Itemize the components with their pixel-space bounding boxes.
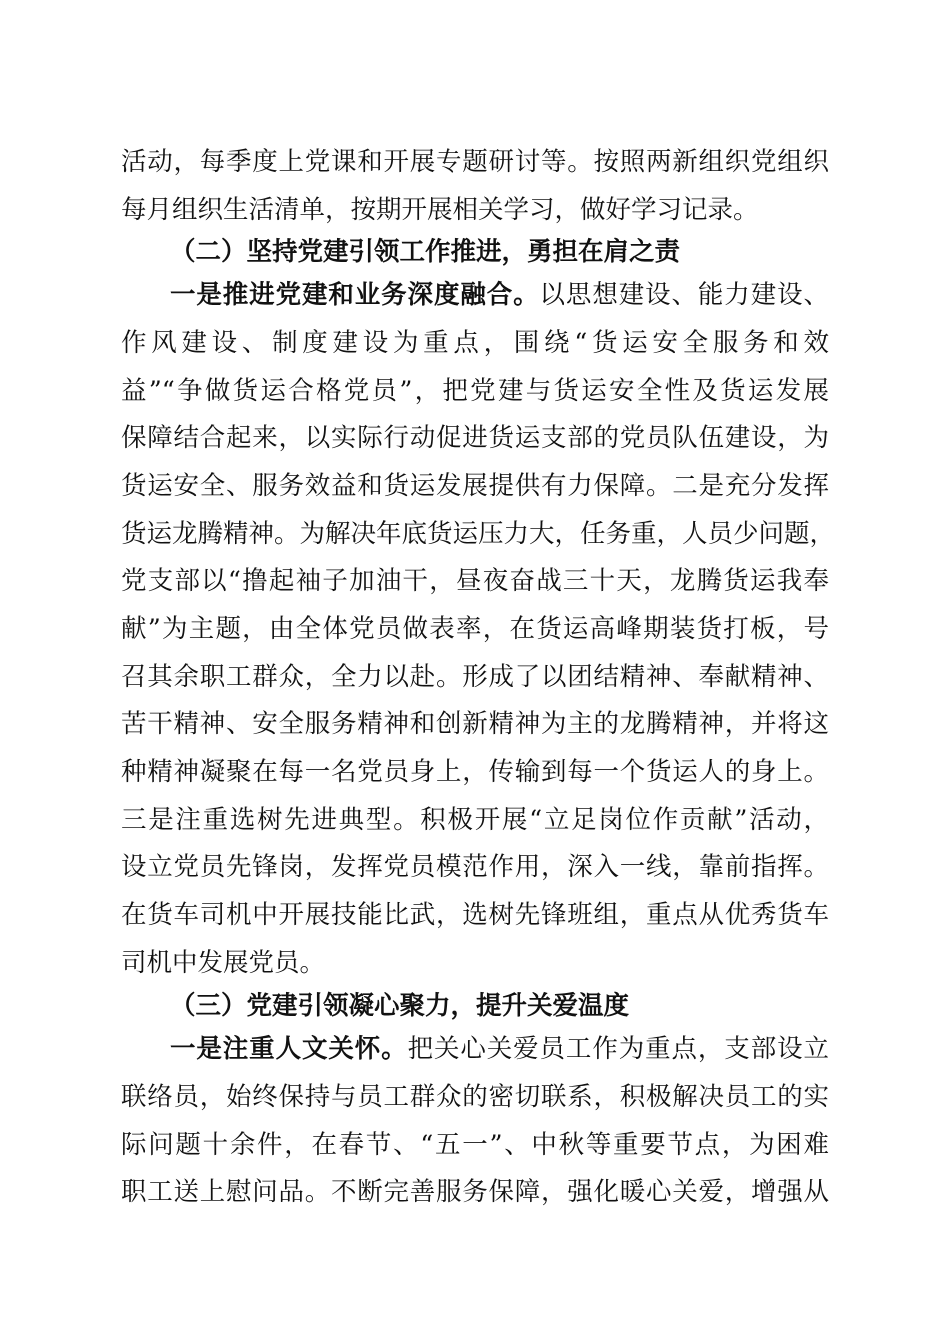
text-line: 职工送上慰问品。不断完善服务保障，强化暖心关爱，增强从 — [121, 1177, 829, 1207]
text-line: 保障结合起来，以实际行动促进货运支部的党员队伍建设，为 — [121, 423, 829, 453]
text-line: 益”“争做货运合格党员”，把党建与货运安全性及货运发展 — [121, 376, 829, 406]
lead-phrase: 一是注重人文关怀。 — [170, 1034, 408, 1064]
text-line: 设立党员先锋岗，发挥党员模范作用，深入一线，靠前指挥。 — [121, 852, 829, 882]
text-line: 三是注重选树先进典型。积极开展“立足岗位作贡献”活动， — [121, 805, 829, 835]
text-line: 作风建设、制度建设为重点，围绕“货运安全服务和效 — [121, 328, 829, 358]
section-heading-3: （三）党建引领凝心聚力，提升关爱温度 — [170, 991, 630, 1021]
section-heading-2: （二）坚持党建引领工作推进，勇担在肩之责 — [170, 237, 681, 267]
text-line: 党支部以“撸起袖子加油干，昼夜奋战三十天，龙腾货运我奉 — [121, 566, 829, 596]
text-line: 召其余职工群众，全力以赴。形成了以团结精神、奉献精神、 — [121, 662, 829, 692]
lead-phrase: 一是推进党建和业务深度融合。 — [170, 280, 540, 310]
text-line: 货运安全、服务效益和货运发展提供有力保障。二是充分发挥 — [121, 471, 829, 501]
text-line: 活动，每季度上党课和开展专题研讨等。按照两新组织党组织 — [121, 147, 829, 177]
text-line: 际问题十余件，在春节、“五一”、中秋等重要节点，为困难 — [121, 1130, 829, 1160]
paragraph-first-line — [170, 1027, 829, 1071]
text-line: 在货车司机中开展技能比武，选树先锋班组，重点从优秀货车 — [121, 900, 829, 930]
text-line: 每月组织生活清单，按期开展相关学习，做好学习记录。 — [121, 195, 759, 225]
paragraph-first-line — [170, 273, 829, 317]
text-span: 以思想建设、能力建设、 — [539, 280, 829, 310]
text-span: 把关心关爱员工作为重点，支部设立 — [407, 1034, 829, 1064]
text-line: 苦干精神、安全服务精神和创新精神为主的龙腾精神，并将这 — [121, 709, 829, 739]
text-line: 货运龙腾精神。为解决年底货运压力大，任务重，人员少问题， — [121, 519, 836, 549]
text-line: 献”为主题，由全体党员做表率，在货运高峰期装货打板，号 — [121, 614, 829, 644]
text-line: 司机中发展党员。 — [121, 948, 326, 978]
text-line: 联络员，始终保持与员工群众的密切联系，积极解决员工的实 — [121, 1082, 829, 1112]
text-line: 种精神凝聚在每一名党员身上，传输到每一个货运人的身上。 — [121, 757, 829, 787]
